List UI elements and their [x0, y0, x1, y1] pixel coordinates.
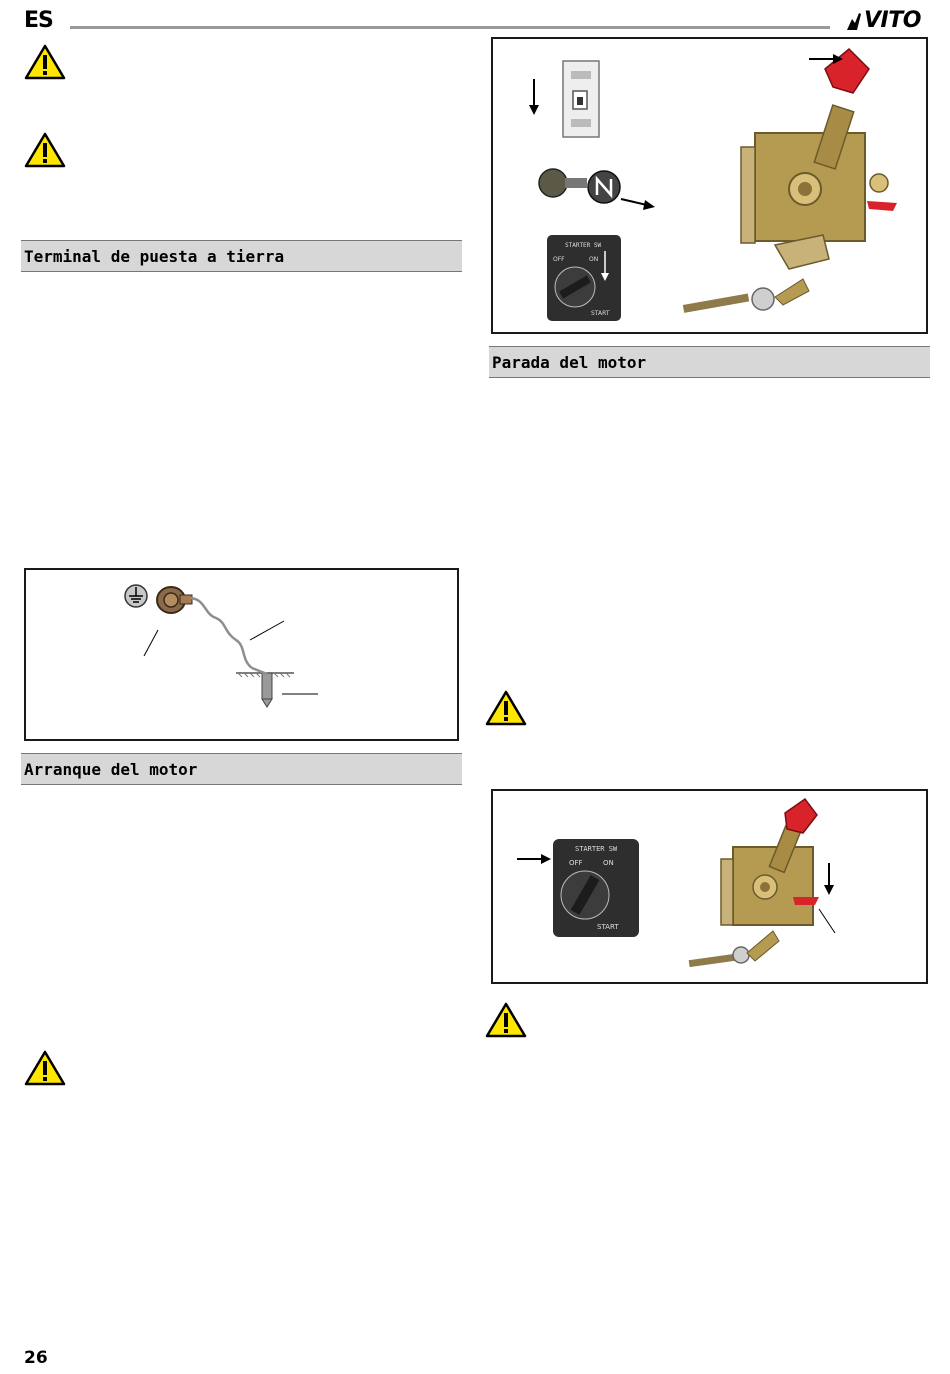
- switch-title: STARTER SW: [565, 242, 602, 249]
- switch-title: STARTER SW: [575, 845, 618, 853]
- fuel-valve-knob: [539, 169, 620, 203]
- warning-icon: [485, 690, 527, 726]
- starter-switch-panel: [553, 839, 639, 937]
- section-heading-start: Arranque del motor: [21, 753, 462, 785]
- arrow-down-icon: [529, 79, 539, 115]
- ground-symbol-icon: [125, 585, 147, 607]
- terminal-bolt: [157, 587, 192, 613]
- stop-procedure-figure: [491, 37, 928, 334]
- switch-start-label: START: [597, 923, 619, 931]
- switch-on-label: ON: [603, 859, 614, 867]
- switch-on-label: ON: [589, 256, 599, 263]
- brand-mark-icon: [846, 11, 862, 31]
- switch-off-label: OFF: [553, 256, 565, 263]
- start-procedure-figure: [491, 789, 928, 984]
- brand-name: VITO: [864, 8, 921, 33]
- brand-logo: [846, 8, 921, 33]
- switch-off-label: OFF: [569, 859, 583, 867]
- warning-icon: [24, 132, 66, 168]
- arrow-right-icon: [621, 199, 655, 210]
- grounding-diagram: [26, 570, 457, 739]
- circuit-breaker: [563, 61, 599, 137]
- throttle-lever-assembly: [683, 49, 897, 313]
- section-heading-stop: Parada del motor: [489, 346, 930, 378]
- language-code: ES: [24, 8, 53, 33]
- switch-start-label: START: [591, 310, 610, 317]
- warning-icon: [485, 1002, 527, 1038]
- throttle-lever-assembly: [689, 799, 819, 967]
- warning-icon: [24, 1050, 66, 1086]
- grounding-figure: [24, 568, 459, 741]
- warning-icon: [24, 44, 66, 80]
- arrow-right-icon: [517, 854, 551, 864]
- header-rule: [70, 26, 830, 29]
- start-procedure-diagram: [493, 791, 926, 982]
- starter-switch-panel: [547, 235, 621, 321]
- arrow-down-icon: [824, 863, 834, 895]
- section-heading-grounding: Terminal de puesta a tierra: [21, 240, 462, 272]
- page-number: 26: [24, 1348, 48, 1368]
- stop-procedure-diagram: [493, 39, 926, 332]
